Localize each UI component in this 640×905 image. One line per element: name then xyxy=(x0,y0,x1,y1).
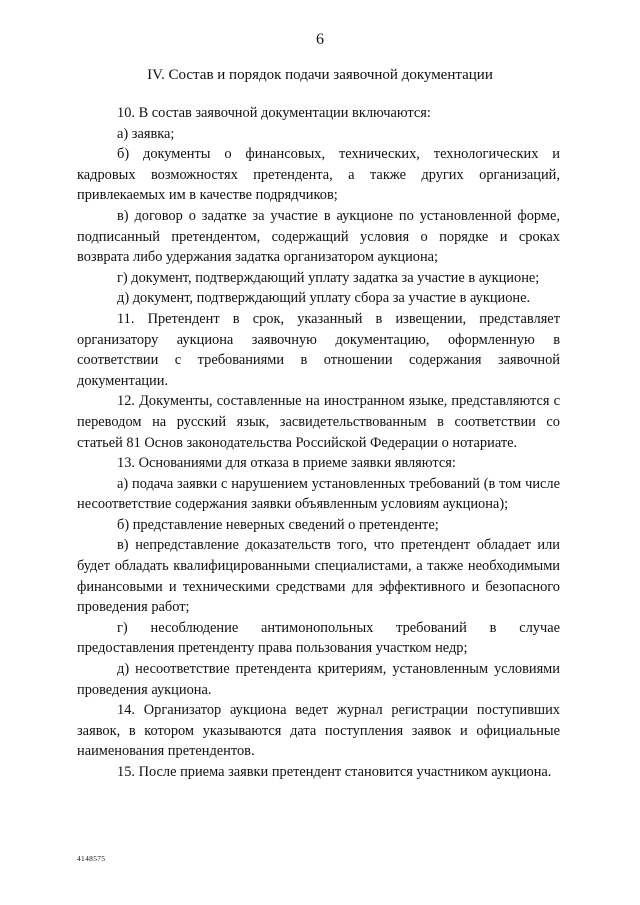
section-heading: IV. Состав и порядок подачи заявочной документации xyxy=(147,67,493,83)
paragraph: 14. Организатор аукциона ведет журнал регистрации поступивших заявок, в котором указываются дата поступления заявок и официальные наименования претендентов. xyxy=(77,702,560,760)
paragraph: д) несоответствие претендента критериям, установленным условиями проведения аукциона. xyxy=(77,661,560,698)
paragraph: в) договор о задатке за участие в аукционе по установленной форме, подписанный претендентом, содержащий условия о порядке и сроках возврата либо удержания задатка организатором аукциона; xyxy=(77,207,560,266)
paragraph: в) непредставление доказательств того, что претендент обладает или будет обладать квалифицированными специалистами, а также необходимыми финансовыми и техническими средствами для эффективного и безопасного проведения работ; xyxy=(77,537,560,616)
page-number: 6 xyxy=(316,31,324,48)
paragraph: 11. Претендент в срок, указанный в извещении, представляет организатору аукциона заявочную документацию, оформленную в соответствии с требованиями в отношении содержания заявочной документации. xyxy=(77,310,560,389)
paragraph: г) документ, подтверждающий уплату задатка за участие в аукционе; xyxy=(117,269,540,286)
paragraph: а) заявка; xyxy=(117,125,175,142)
paragraph: а) подача заявки с нарушением установленных требований (в том числе несоответствие содержания заявки объявленным условиям аукциона); xyxy=(77,475,560,513)
paragraph: 10. В состав заявочной документации включаются: xyxy=(117,105,431,121)
paragraph: б) документы о финансовых, технических, технологических и кадровых возможностях претендента, а также других организаций, привлекаемых им в качестве подрядчиков; xyxy=(77,146,560,204)
paragraph: д) документ, подтверждающий уплату сбора за участие в аукционе. xyxy=(117,290,531,307)
document-code: 4148575 xyxy=(77,854,106,863)
document-body xyxy=(77,103,560,783)
paragraph: г) несоблюдение антимонопольных требований в случае предоставления претенденту права пользования участком недр; xyxy=(77,619,560,657)
paragraph: 15. После приема заявки претендент становится участником аукциона. xyxy=(117,764,552,780)
paragraph: 12. Документы, составленные на иностранном языке, представляются с переводом на русский язык, засвидетельствованным в соответствии со статьей 81 Основ законодательства Российской Федерации о нотариате. xyxy=(77,393,560,451)
paragraph: б) представление неверных сведений о претенденте; xyxy=(117,516,439,533)
paragraph: 13. Основаниями для отказа в приеме заявки являются: xyxy=(117,455,456,472)
